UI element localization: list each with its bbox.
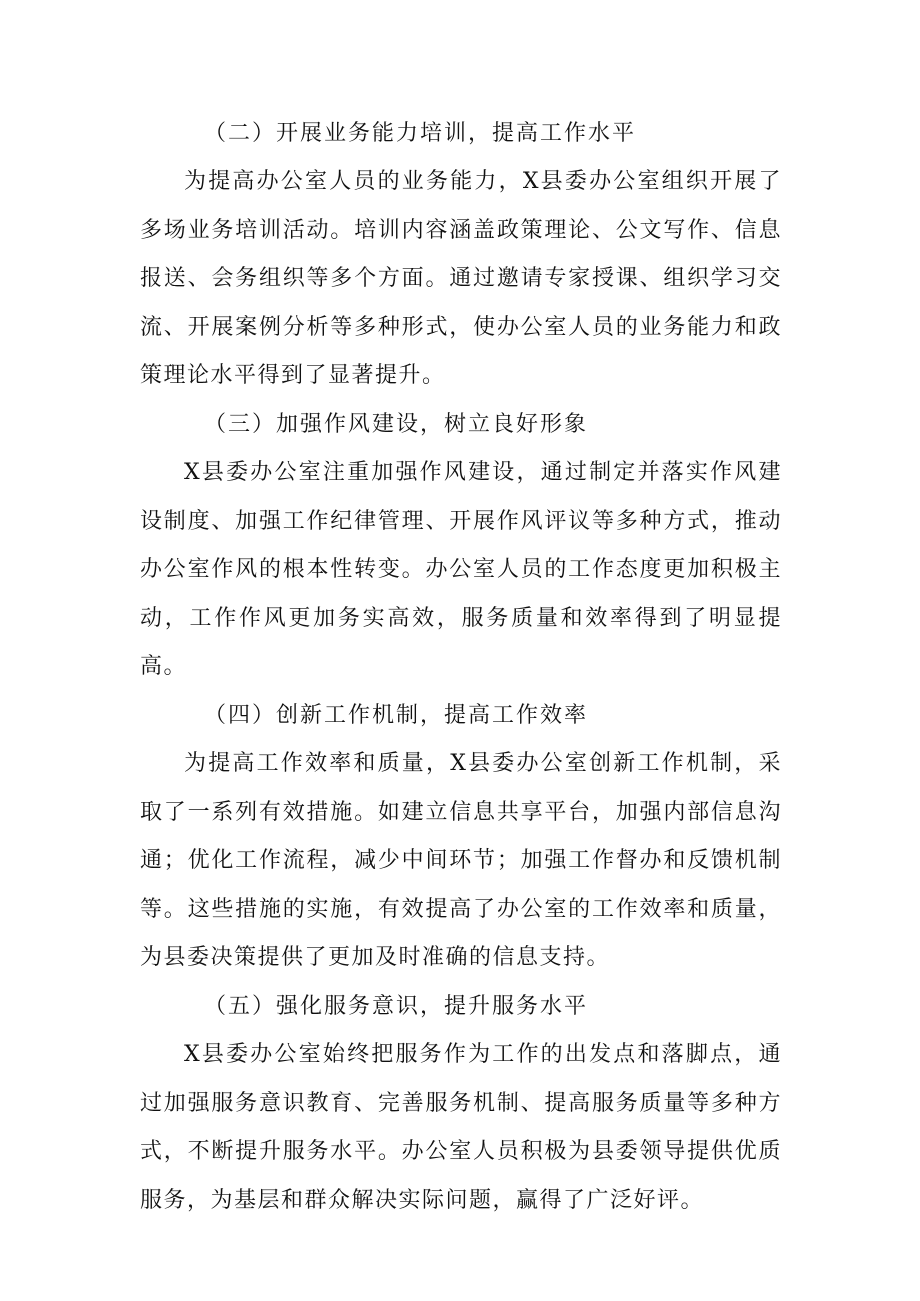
section-paragraph: 为提高办公室人员的业务能力，X县委办公室组织开展了多场业务培训活动。培训内容涵盖政策理论、公文写作、信息报送、会务组织等多个方面。通过邀请专家授课、组织学习交流、开展案例分析等多种形式，使办公室人员的业务能力和政策理论水平得到了显著提升。	[140, 169, 782, 389]
section-paragraph: X县委办公室注重加强作风建设，通过制定并落实作风建设制度、加强工作纪律管理、开展作风评议等多种方式，推动办公室作风的根本性转变。办公室人员的工作态度更加积极主动，工作作风更加务实高效，服务质量和效率得到了明显提高。	[140, 459, 782, 680]
section-3	[140, 401, 782, 692]
section-heading: （五）强化服务意识，提升服务水平	[204, 993, 589, 1019]
section-5	[140, 983, 782, 1225]
section-2	[140, 110, 782, 401]
section-paragraph: 为提高工作效率和质量，X县委办公室创新工作机制，采取了一系列有效措施。如建立信息共享平台，加强内部信息沟通；优化工作流程，减少中间环节；加强工作督办和反馈机制等。这些措施的实施，有效提高了办公室的工作效率和质量，为县委决策提供了更加及时准确的信息支持。	[140, 750, 782, 971]
section-4	[140, 692, 782, 983]
section-heading: （三）加强作风建设，树立良好形象	[204, 411, 589, 437]
section-heading: （二）开展业务能力培训，提高工作水平	[204, 121, 637, 146]
section-paragraph: X县委办公室始终把服务作为工作的出发点和落脚点，通过加强服务意识教育、完善服务机制、提高服务质量等多种方式，不断提升服务水平。办公室人员积极为县委领导提供优质服务，为基层和群众解决实际问题，赢得了广泛好评。	[140, 1041, 782, 1213]
document-body	[140, 110, 782, 1225]
section-heading: （四）创新工作机制，提高工作效率	[204, 702, 589, 728]
